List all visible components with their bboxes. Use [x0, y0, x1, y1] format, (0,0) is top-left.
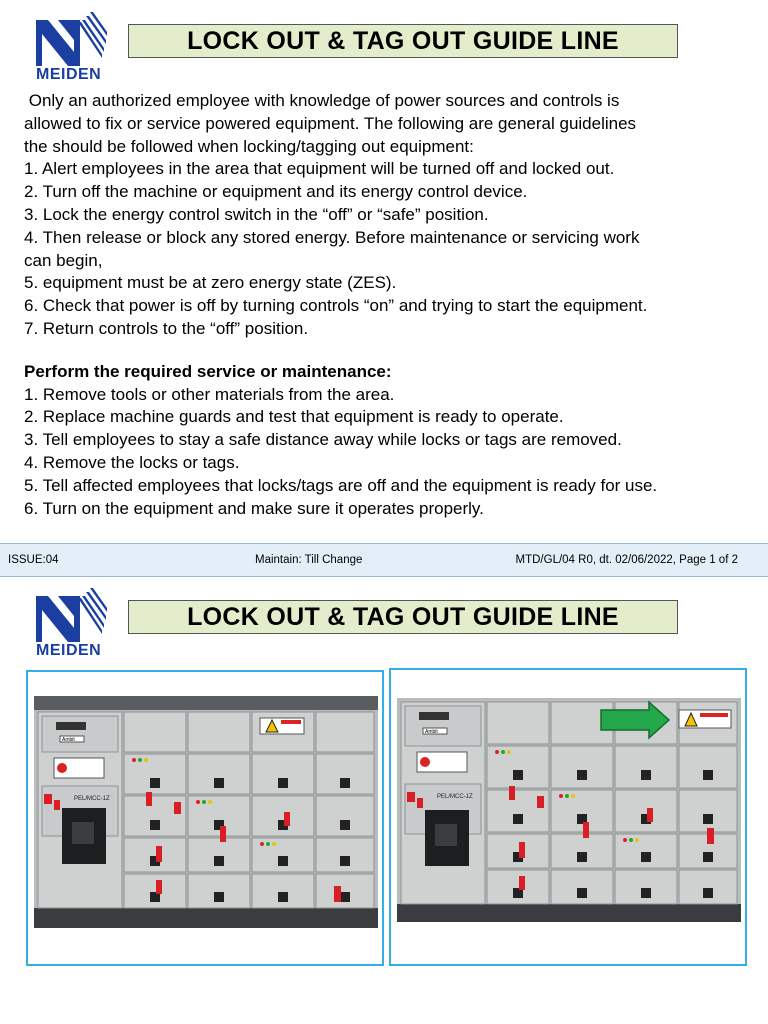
step-line: 6. Check that power is off by turning controls “on” and trying to start the equipment. — [24, 296, 648, 316]
step-line: 3. Lock the energy control switch in the “off” or “safe” position. — [24, 204, 489, 224]
footer-doc-ref: MTD/GL/04 R0, dt. 02/06/2022, Page 1 of 2 — [515, 554, 738, 566]
intro-line: the should be followed when locking/tagging out equipment: — [24, 136, 474, 156]
page-title-box — [128, 600, 678, 634]
step-line: 7. Return controls to the “off” position. — [24, 318, 309, 338]
electrical-panel-photo-with-arrow — [397, 698, 741, 922]
photo-frame-1 — [26, 670, 384, 966]
page-title: LOCK OUT & TAG OUT GUIDE LINE — [187, 26, 619, 55]
page-title: LOCK OUT & TAG OUT GUIDE LINE — [187, 602, 619, 631]
service-step: 3. Tell employees to stay a safe distance away while locks or tags are removed. — [24, 430, 622, 450]
service-step: 4. Remove the locks or tags. — [24, 452, 240, 472]
guideline-body — [24, 90, 754, 520]
step-line: can begin, — [24, 250, 103, 270]
section-heading: Perform the required service or maintenance: — [24, 361, 392, 381]
page-footer — [0, 543, 768, 577]
panel-label: PEL/MCC-1Z — [437, 794, 473, 800]
step-line: 1. Alert employees in the area that equipment will be turned off and locked out. — [24, 159, 615, 179]
footer-maintain: Maintain: Till Change — [255, 554, 363, 566]
service-step: 5. Tell affected employees that locks/tags are off and the equipment is ready for use. — [24, 475, 658, 495]
intro-line: Only an authorized employee with knowledge of power sources and controls is — [24, 91, 620, 110]
meiden-logo — [34, 588, 110, 660]
logo-wordmark: MEIDEN — [36, 642, 102, 659]
page-title-box — [128, 24, 678, 58]
brand-label: Ambit — [62, 737, 75, 743]
meiden-logo-icon — [34, 588, 108, 644]
service-step: 1. Remove tools or other materials from the area. — [24, 384, 395, 404]
panel-label: PEL/MCC-1Z — [74, 796, 110, 802]
footer-issue: ISSUE:04 — [8, 554, 59, 566]
step-line: 4. Then release or block any stored energy. Before maintenance or servicing work — [24, 227, 640, 247]
step-line: 5. equipment must be at zero energy state (ZES). — [24, 273, 397, 293]
step-line: 2. Turn off the machine or equipment and its energy control device. — [24, 182, 528, 202]
meiden-logo — [34, 12, 110, 84]
brand-label: Ambit — [425, 729, 438, 735]
meiden-logo-icon — [34, 12, 108, 68]
electrical-panel-photo — [34, 696, 378, 928]
logo-wordmark: MEIDEN — [36, 66, 102, 83]
service-step: 6. Turn on the equipment and make sure it operates properly. — [24, 498, 484, 518]
photo-frame-2 — [389, 668, 747, 966]
service-step: 2. Replace machine guards and test that equipment is ready to operate. — [24, 407, 564, 427]
intro-line: allowed to fix or service powered equipment. The following are general guidelines — [24, 113, 637, 133]
